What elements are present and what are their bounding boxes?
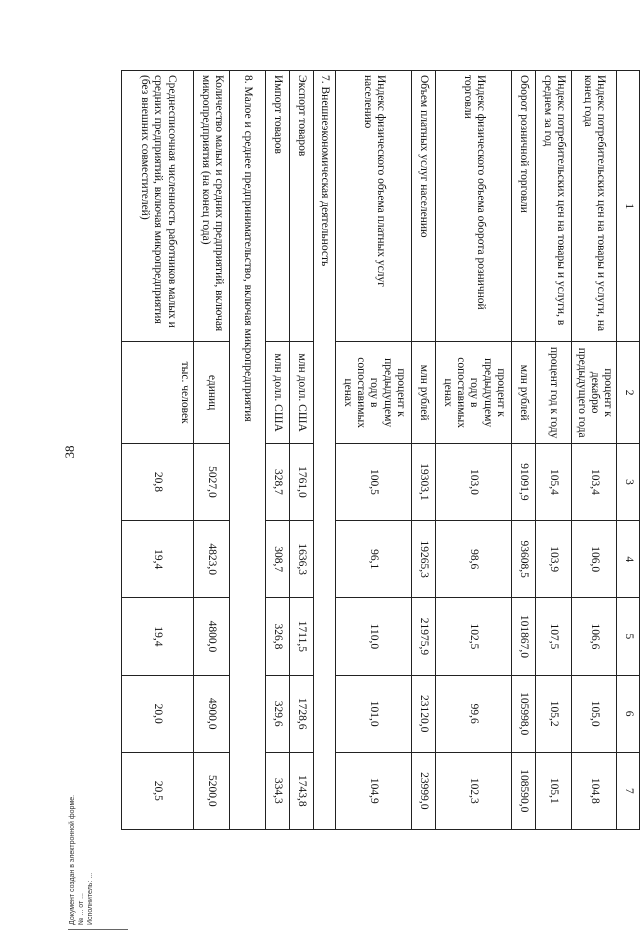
- rotated-table-container: [130, 70, 640, 830]
- value-cell: 106,0: [572, 521, 617, 598]
- value-cell: 23120,0: [412, 675, 436, 752]
- value-cell: 4800,0: [194, 598, 230, 675]
- value-cell: 5027,0: [194, 443, 230, 520]
- table-row: [572, 71, 617, 830]
- value-cell: 1761,0: [290, 443, 314, 520]
- value-cell: 105,1: [536, 752, 572, 829]
- value-cell: 104,8: [572, 752, 617, 829]
- section-row: [314, 71, 336, 830]
- value-cell: 101867,0: [512, 598, 536, 675]
- unit-cell: процент к предыдущему году в сопоставимых ценах: [336, 342, 412, 443]
- indicator-name: Количество малых и средних предприятий, включая микропредприятия (на конец года): [194, 71, 230, 342]
- stamp-line: Исполнитель: ...: [87, 872, 95, 925]
- value-cell: 102,5: [436, 598, 512, 675]
- table-row: [536, 71, 572, 830]
- value-cell: 334,3: [266, 752, 290, 829]
- value-cell: 102,3: [436, 752, 512, 829]
- value-cell: 20,5: [122, 752, 194, 829]
- section-title: 7. Внешнеэкономическая деятельность: [314, 71, 336, 830]
- column-header: 7: [617, 752, 640, 829]
- value-cell: 1743,8: [290, 752, 314, 829]
- unit-cell: процент к предыдущему году в сопоставимых ценах: [436, 342, 512, 443]
- section-row: [230, 71, 266, 830]
- column-header: 5: [617, 598, 640, 675]
- value-cell: 100,5: [336, 443, 412, 520]
- value-cell: 96,1: [336, 521, 412, 598]
- value-cell: 328,7: [266, 443, 290, 520]
- table-row: [122, 71, 194, 830]
- value-cell: 103,0: [436, 443, 512, 520]
- unit-cell: млн долл. США: [266, 342, 290, 443]
- column-header: 6: [617, 675, 640, 752]
- value-cell: 4823,0: [194, 521, 230, 598]
- value-cell: 1711,5: [290, 598, 314, 675]
- column-header: 3: [617, 443, 640, 520]
- indicator-name: Экспорт товаров: [290, 71, 314, 342]
- value-cell: 19303,1: [412, 443, 436, 520]
- value-cell: 326,8: [266, 598, 290, 675]
- value-cell: 103,4: [572, 443, 617, 520]
- value-cell: 105,4: [536, 443, 572, 520]
- value-cell: 19,4: [122, 598, 194, 675]
- value-cell: 103,9: [536, 521, 572, 598]
- table-row: [512, 71, 536, 830]
- value-cell: 105998,0: [512, 675, 536, 752]
- indicator-name: Импорт товаров: [266, 71, 290, 342]
- electronic-document-stamp: [68, 785, 128, 930]
- value-cell: 106,6: [572, 598, 617, 675]
- unit-cell: млн рублей: [412, 342, 436, 443]
- value-cell: 93608,5: [512, 521, 536, 598]
- indicator-name: Объем платных услуг населению: [412, 71, 436, 342]
- stamp-line: № ... от ...: [78, 893, 86, 925]
- value-cell: 5200,0: [194, 752, 230, 829]
- value-cell: 105,0: [572, 675, 617, 752]
- unit-cell: тыс. человек: [122, 342, 194, 443]
- value-cell: 98,6: [436, 521, 512, 598]
- value-cell: 4900,0: [194, 675, 230, 752]
- value-cell: 308,7: [266, 521, 290, 598]
- value-cell: 91091,9: [512, 443, 536, 520]
- value-cell: 110,0: [336, 598, 412, 675]
- value-cell: 21975,9: [412, 598, 436, 675]
- column-header: 2: [617, 342, 640, 443]
- value-cell: 23999,0: [412, 752, 436, 829]
- table-row: [336, 71, 412, 830]
- value-cell: 19,4: [122, 521, 194, 598]
- stamp-line: Документ создан в электронной форме.: [69, 794, 76, 925]
- statistics-table: [121, 70, 640, 830]
- table-row: [412, 71, 436, 830]
- table-row: [436, 71, 512, 830]
- value-cell: 99,6: [436, 675, 512, 752]
- indicator-name: Оборот розничной торговли: [512, 71, 536, 342]
- value-cell: 1728,6: [290, 675, 314, 752]
- value-cell: 20,8: [122, 443, 194, 520]
- value-cell: 1636,3: [290, 521, 314, 598]
- value-cell: 20,0: [122, 675, 194, 752]
- indicator-name: Индекс физического объема оборота розничной торговли: [436, 71, 512, 342]
- column-header: 4: [617, 521, 640, 598]
- value-cell: 19265,3: [412, 521, 436, 598]
- indicator-name: Индекс потребительских цен на товары и услуги, на конец года: [572, 71, 617, 342]
- unit-cell: процент год к году: [536, 342, 572, 443]
- column-header: 1: [617, 71, 640, 342]
- unit-cell: процент к декабрю предыдущего года: [572, 342, 617, 443]
- header-row: [617, 71, 640, 830]
- page-number: 38: [62, 445, 77, 459]
- table-row: [194, 71, 230, 830]
- section-title: 8. Малое и среднее предпринимательство, включая микропредприятия: [230, 71, 266, 830]
- value-cell: 108590,0: [512, 752, 536, 829]
- value-cell: 105,2: [536, 675, 572, 752]
- indicator-name: Среднесписочная численность работников малых и средних предприятий, включая микропредприятия (без внешних совместителей): [122, 71, 194, 342]
- value-cell: 329,6: [266, 675, 290, 752]
- indicator-name: Индекс физического объема платных услуг населению: [336, 71, 412, 342]
- value-cell: 104,9: [336, 752, 412, 829]
- table-row: [266, 71, 290, 830]
- unit-cell: млн долл. США: [290, 342, 314, 443]
- unit-cell: млн рублей: [512, 342, 536, 443]
- indicator-name: Индекс потребительских цен на товары и услуги, в среднем за год: [536, 71, 572, 342]
- value-cell: 107,5: [536, 598, 572, 675]
- unit-cell: единиц: [194, 342, 230, 443]
- value-cell: 101,0: [336, 675, 412, 752]
- table-row: [290, 71, 314, 830]
